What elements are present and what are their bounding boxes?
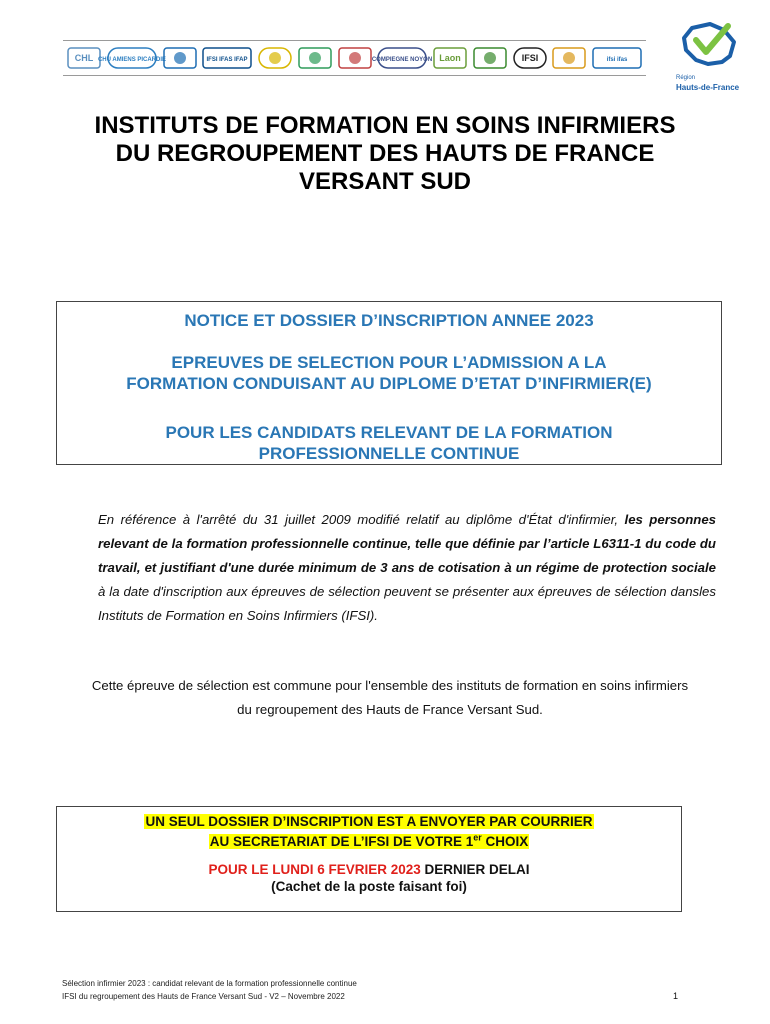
- region-logo-label: [676, 74, 756, 92]
- title-line-1: INSTITUTS DE FORMATION EN SOINS INFIRMIERS: [94, 112, 676, 139]
- notice-candidates-title: [57, 422, 721, 464]
- postmark-note: (Cachet de la poste faisant foi): [271, 879, 467, 894]
- deadline-date: POUR LE LUNDI 6 FEVRIER 2023: [208, 862, 421, 877]
- heart-logo: [338, 45, 372, 71]
- svg-text:CHU AMIENS PICARDIE: CHU AMIENS PICARDIE: [97, 57, 166, 63]
- c-soissons-logo: [552, 45, 586, 71]
- notice-candidates-line-a: POUR LES CANDIDATS RELEVANT DE LA FORMATION: [165, 423, 613, 442]
- partner-logo-strip: [63, 40, 646, 76]
- notice-heading: NOTICE ET DOSSIER D’INSCRIPTION ANNEE 2023: [184, 311, 594, 330]
- notice-exam-title: [57, 352, 721, 394]
- deadline-line: [57, 861, 681, 878]
- dispatch-line-1: [57, 813, 681, 830]
- laon-logo: [433, 45, 467, 71]
- title-line-2: DU REGROUPEMENT DES HAUTS DE FRANCE: [115, 140, 655, 167]
- reference-text-bold: les personnes relevant de la formation professionnelle continue, telle que définie par l’article L6311-1 du code du travail, et justifiant d'une durée minimum de 3 ans de cotisation à un régime de protection sociale: [98, 512, 716, 575]
- notice-exam-line-b: FORMATION CONDUISANT AU DIPLOME D’ETAT D’INFIRMIER(E): [126, 374, 652, 393]
- title-line-3: VERSANT SUD: [298, 168, 472, 195]
- ifsi-ifas-logo: [592, 45, 642, 71]
- reference-paragraph: [98, 508, 716, 628]
- page-title: [40, 112, 730, 196]
- common-line-2: du regroupement des Hauts de France Versant Sud.: [237, 702, 543, 717]
- svg-text:ifsi ifas: ifsi ifas: [606, 57, 628, 63]
- dispatch-line-2: [57, 829, 681, 850]
- svg-text:IFSI IFAS IFAP: IFSI IFAS IFAP: [206, 57, 248, 63]
- common-line-1: Cette épreuve de sélection est commune pour l'ensemble des instituts de formation en soins infirmiers: [91, 678, 689, 693]
- dispatch-line-2-text: AU SECRETARIAT DE L’IFSI DE VOTRE 1: [209, 833, 474, 849]
- reference-text-end: à la date d'inscription aux épreuves de sélection peuvent se présenter aux épreuves de sélection dansles Instituts de Formation en Soins Infirmiers (IFSI).: [98, 584, 716, 623]
- notice-exam-line-a: EPREUVES DE SELECTION POUR L’ADMISSION A LA: [171, 353, 607, 372]
- dispatch-instructions-box: [56, 806, 682, 912]
- svg-text:IFSI: IFSI: [521, 53, 538, 63]
- ch-logo: [67, 45, 101, 71]
- deadline-label: DERNIER DELAI: [420, 862, 530, 877]
- region-check-icon: [696, 26, 728, 52]
- dispatch-line-2-end: CHOIX: [481, 833, 529, 849]
- runner-logo: [473, 45, 507, 71]
- footer-line-2: IFSI du regroupement des Hauts de France Versant Sud - V2 – Novembre 2022: [62, 992, 345, 1001]
- ifsi-ifas-ifap-logo: [202, 45, 252, 71]
- common-exam-paragraph: [60, 674, 720, 722]
- compiegne-noyon-logo: [372, 45, 433, 71]
- hospital-logo: [298, 45, 332, 71]
- region-label-line1: Région: [676, 75, 696, 81]
- notice-box: [56, 301, 722, 465]
- page-footer: [62, 977, 392, 1003]
- footer-line-1: Sélection infirmier 2023 : candidat relevant de la formation professionnelle continue: [62, 979, 357, 988]
- dispatch-line-2-highlight: [209, 834, 530, 849]
- notice-candidates-line-b: PROFESSIONNELLE CONTINUE: [258, 444, 520, 463]
- region-label-line2: Hauts-de-France: [676, 83, 740, 92]
- reference-text-start: En référence à l'arrêté du 31 juillet 2009 modifié relatif au diplôme d'État d'infirmier,: [98, 512, 625, 527]
- ifsi-dark-logo: [513, 45, 547, 71]
- dispatch-line-2-superscript: er: [473, 832, 482, 842]
- ifsi-oval-logo: [258, 45, 292, 71]
- dispatch-line-1-text: UN SEUL DOSSIER D’INSCRIPTION EST A ENVOYER PAR COURRIER: [145, 814, 593, 829]
- svg-text:COMPIEGNE NOYON: COMPIEGNE NOYON: [372, 57, 433, 63]
- centre-hospitalier-logo: [163, 45, 197, 71]
- svg-text:CHL: CHL: [74, 53, 94, 63]
- chu-amiens-logo: [97, 45, 166, 71]
- page-number: 1: [673, 991, 679, 1001]
- svg-text:Laon: Laon: [439, 53, 461, 63]
